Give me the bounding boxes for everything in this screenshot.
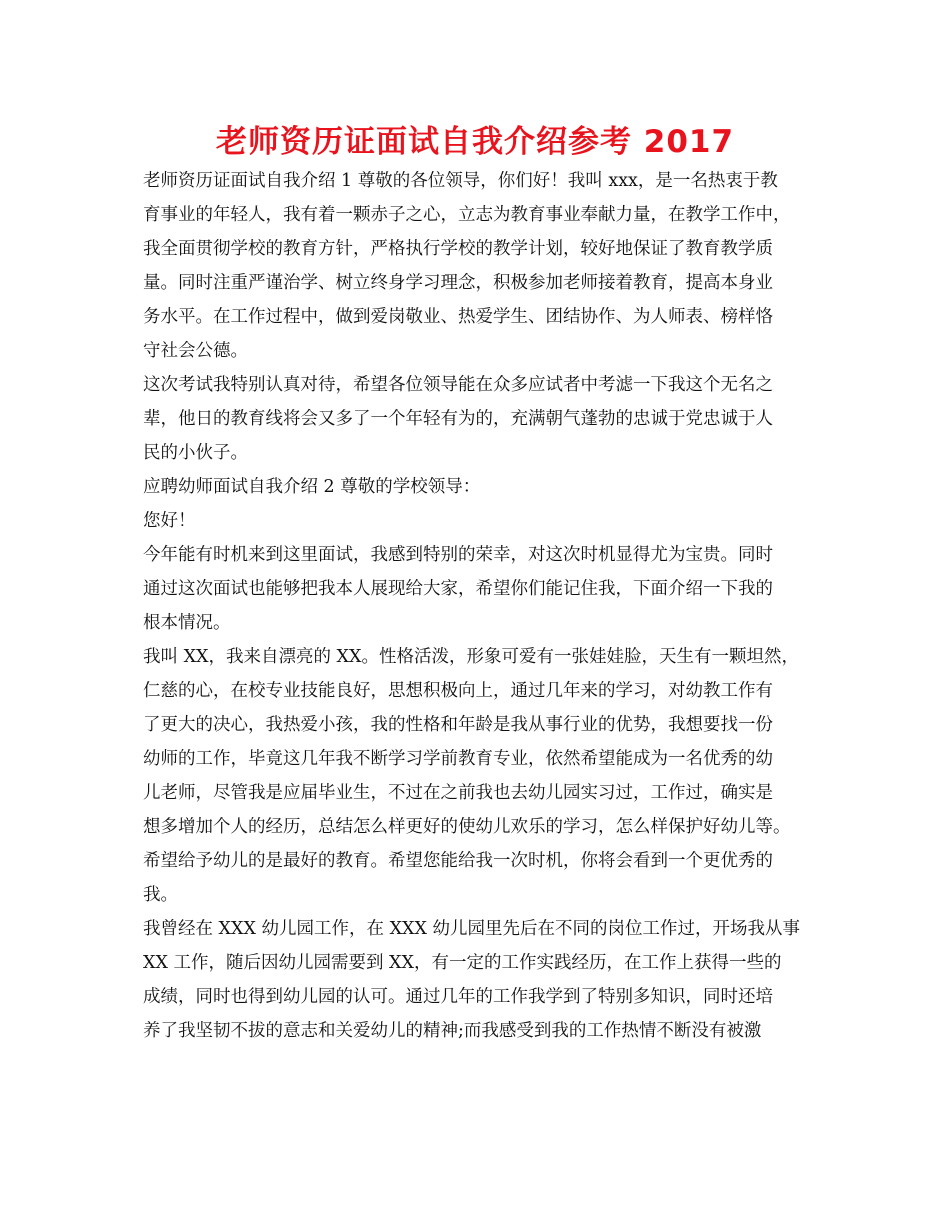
- body-text-line: 应聘幼师面试自我介绍 2 尊敬的学校领导：: [143, 477, 481, 497]
- body-text-line: 通过这次面试也能够把我本人展现给大家，希望你们能记住我，下面介绍一下我的: [143, 579, 773, 599]
- body-text-line: 了更大的决心，我热爱小孩，我的性格和年龄是我从事行业的优势，我想要找一份: [143, 715, 773, 735]
- body-text-line: 希望给予幼儿的是最好的教育。希望您能给我一次时机，你将会看到一个更优秀的: [143, 851, 773, 871]
- body-text-line: 民的小伙子。: [143, 443, 248, 463]
- body-text-line: 根本情况。: [143, 613, 231, 633]
- body-text-line: 务水平。在工作过程中，做到爱岗敬业、热爱学生、团结协作、为人师表、榜样恪: [143, 307, 773, 327]
- body-text-line: 仁慈的心，在校专业技能良好，思想积极向上，通过几年来的学习，对幼教工作有: [143, 681, 773, 701]
- body-text-line: 守社会公德。: [143, 341, 248, 361]
- body-text-line: 辈，他日的教育线将会又多了一个年轻有为的，充满朝气蓬勃的忠诚于党忠诚于人: [143, 409, 773, 429]
- document-title: 老师资历证面试自我介绍参考 2017: [215, 124, 735, 160]
- body-text-line: XX 工作，随后因幼儿园需要到 XX，有一定的工作实践经历，在工作上获得一些的: [143, 953, 782, 973]
- body-text-line: 我叫 XX，我来自漂亮的 XX。性格活泼，形象可爱有一张娃娃脸，天生有一颗坦然，: [143, 647, 799, 667]
- body-text-line: 老师资历证面试自我介绍 1 尊敬的各位领导，你们好！我叫 xxx，是一名热衷于教: [143, 171, 778, 191]
- body-text-line: 成绩，同时也得到幼儿园的认可。通过几年的工作我学到了特别多知识，同时还培: [143, 987, 773, 1007]
- body-text-line: 养了我坚韧不拔的意志和关爱幼儿的精神;而我感受到我的工作热情不断没有被激: [143, 1021, 762, 1041]
- body-text-line: 想多增加个人的经历，总结怎么样更好的使幼儿欢乐的学习，怎么样保护好幼儿等。: [143, 817, 791, 837]
- body-text-line: 我全面贯彻学校的教育方针，严格执行学校的教学计划，较好地保证了教育教学质: [143, 239, 773, 259]
- body-text-line: 这次考试我特别认真对待，希望各位领导能在众多应试者中考滤一下我这个无名之: [143, 375, 773, 395]
- body-text-line: 育事业的年轻人，我有着一颗赤子之心，立志为教育事业奉献力量，在教学工作中，: [143, 205, 791, 225]
- body-text-line: 您好！: [143, 511, 196, 531]
- body-text-line: 儿老师，尽管我是应届毕业生，不过在之前我也去幼儿园实习过，工作过，确实是: [143, 783, 773, 803]
- body-text-line: 我。: [143, 885, 178, 905]
- body-text-line: 量。同时注重严谨治学、树立终身学习理念，积极参加老师接着教育，提高本身业: [143, 273, 773, 293]
- body-text-line: 今年能有时机来到这里面试，我感到特别的荣幸，对这次时机显得尤为宝贵。同时: [143, 545, 773, 565]
- body-text-line: 幼师的工作，毕竟这几年我不断学习学前教育专业，依然希望能成为一名优秀的幼: [143, 749, 773, 769]
- document-body: [143, 164, 829, 1048]
- body-text-line: 我曾经在 XXX 幼儿园工作，在 XXX 幼儿园里先后在不同的岗位工作过，开场我从事: [143, 919, 800, 939]
